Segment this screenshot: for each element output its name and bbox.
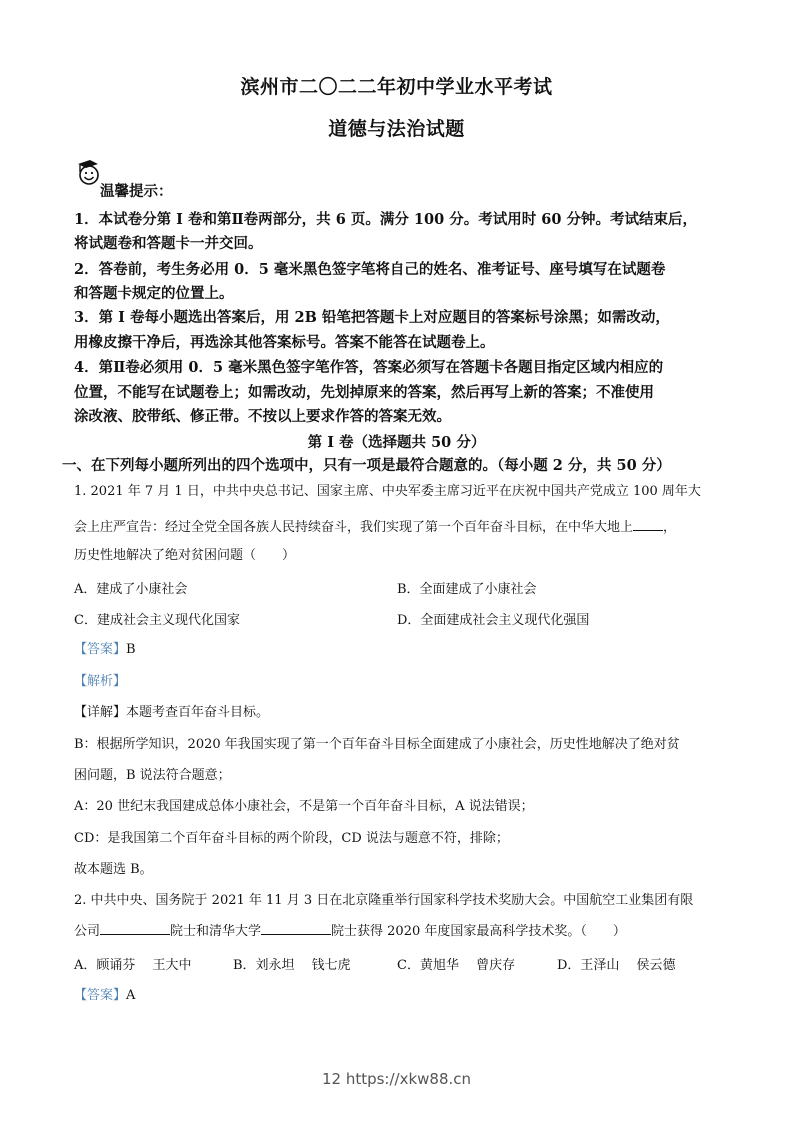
q1-detail-line: CD：是我国第二个百年奋斗目标的两个阶段，CD 说法与题意不符，排除； [74,831,509,846]
tip-line: 位置，不能写在试题卷上；如需改动，先划掉原来的答案，然后再写上新的答案；不准使用 [74,384,654,401]
q2-option-a: A．顾诵芬 王大中 [74,958,192,973]
tips-label: 温馨提示： [100,183,173,200]
answer-value: A [126,988,136,1003]
fill-blank [261,922,331,935]
answer-value: B [126,642,136,657]
q2-option-b: B．刘永坦 钱七虎 [233,958,351,973]
section-instruction: 一、在下列每小题所列出的四个选项中，只有一项是最符合题意的。（每小题 2 分，共 50 分） [62,457,671,474]
page-footer: 12 https://xkw88.cn [321,1070,472,1088]
tip-line: 涂改液、胶带纸、修正带。不按以上要求作答的答案无效。 [74,408,451,425]
tip-line: 4．第Ⅱ卷必须用 0．5 毫米黑色签字笔作答，答案必须写在答题卡各题目指定区域内相应的 [74,359,664,376]
q1-option-a: A．建成了小康社会 [74,582,188,597]
q2-answer [74,986,135,1006]
section-title: 第 I 卷（选择题共 50 分） [307,434,486,451]
q1-stem-line: 1. 2021 年 7 月 1 日，中共中央总书记、国家主席、中央军委主席习近平在庆祝中国共产党成立 100 周年大 [74,484,701,499]
q1-stem-line: 历史性地解决了绝对贫困问题（ ） [74,548,296,563]
answer-label: 【答案】 [74,988,127,1003]
q1-detail-line: 故本题选 B。 [74,862,153,877]
q1-stem-text: 会上庄严宣告：经过全党全国各族人民持续奋斗，我们实现了第一个百年奋斗目标，在中华大地上 [74,520,634,535]
q1-option-d: D．全面建成社会主义现代化强国 [397,613,590,628]
q1-detail-line [74,703,269,723]
q2-stem-text: 院士获得 2020 年度国家最高科学技术奖。（ ） [331,924,626,939]
q2-stem-text: 院士和清华大学 [170,924,262,939]
fill-blank [633,518,663,531]
q2-stem-line [74,922,626,942]
q1-stem-text: ， [663,520,677,535]
q1-answer [74,640,136,660]
detail-label: 【详解】 [74,705,127,720]
q1-option-b: B．全面建成了小康社会 [397,582,537,597]
q1-detail-line: 困问题，B 说法符合题意； [74,768,231,783]
exam-subject-title: 道德与法治试题 [328,118,465,140]
q1-detail-line: A：20 世纪末我国建成总体小康社会，不是第一个百年奋斗目标，A 说法错误； [74,799,534,814]
analysis-label: 【解析】 [74,674,127,689]
tip-line: 1．本试卷分第 I 卷和第Ⅱ卷两部分，共 6 页。满分 100 分。考试用时 60 分钟。考试结束后， [74,211,698,228]
tip-line: 2．答卷前，考生务必用 0．5 毫米黑色签字笔将自己的姓名、准考证号、座号填写在试题卷 [74,261,666,278]
fill-blank [100,922,170,935]
q2-option-d: D．王泽山 侯云德 [557,958,676,973]
tip-line: 和答题卡规定的位置上。 [74,285,234,302]
q1-stem-line [74,518,676,538]
q1-detail-line: B：根据所学知识，2020 年我国实现了第一个百年奋斗目标全面建成了小康社会，历史性地解决了绝对贫 [74,737,680,752]
tip-line: 3．第 I 卷每小题选出答案后，用 2B 铅笔把答题卡上对应题目的答案标号涂黑；如需改动， [74,309,670,326]
answer-label: 【答案】 [74,642,127,657]
q2-option-c: C．黄旭华 曾庆存 [397,958,516,973]
q2-stem-text: 公司 [74,924,101,939]
tip-line: 用橡皮擦干净后，再选涂其他答案标号。答案不能答在试题卷上。 [74,334,495,351]
tip-line: 将试题卷和答题卡一并交回。 [74,235,263,252]
exam-title: 滨州市二〇二二年初中学业水平考试 [240,76,553,98]
detail-text: 本题考查百年奋斗目标。 [126,705,270,720]
q2-stem-line: 2. 中共中央、国务院于 2021 年 11 月 3 日在北京隆重举行国家科学技术奖励大会。中国航空工业集团有限 [74,893,694,908]
q1-option-c: C．建成社会主义现代化国家 [74,613,240,628]
